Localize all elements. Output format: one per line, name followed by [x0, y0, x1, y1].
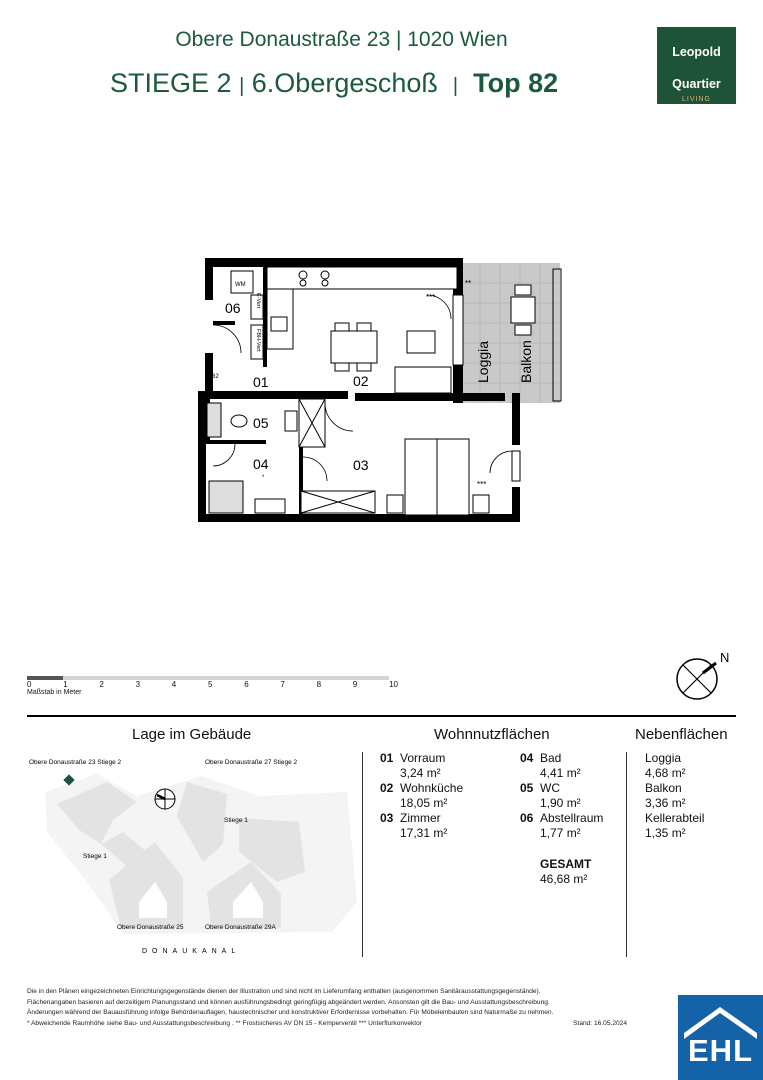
address-title: Obere Donaustraße 23 | 1020 Wien [175, 28, 508, 51]
chair [357, 323, 371, 331]
location-heading: Lage im Gebäude [132, 726, 252, 743]
chair [357, 363, 371, 371]
scale-tick-label: 4 [171, 680, 177, 689]
scale-ticks [27, 680, 407, 690]
footer-notes [27, 987, 627, 1029]
kitchen-counter [267, 267, 457, 289]
top-label: Top 82 [473, 68, 559, 98]
neben-area: 4,68 m² [645, 766, 686, 780]
room-name: Zimmer [400, 811, 441, 825]
scale-tick-label: 2 [99, 680, 104, 689]
room-area: 3,24 m² [400, 766, 441, 780]
footer-line: * Abweichende Raumhöhe siehe Bau- und Ausstattungsbeschreibung . ** Frostsicheres AV DN 15 - Kemperventil *** Unterflurkonvektor [27, 1019, 422, 1027]
balcony-chair [515, 285, 531, 295]
nightstand [387, 495, 403, 513]
window [453, 295, 463, 365]
room-label-01: 01 [253, 374, 269, 390]
wm-label: WM [235, 282, 246, 288]
room-row [380, 751, 463, 766]
logo-line2: Quartier [672, 77, 721, 91]
chair [335, 323, 349, 331]
room-name: Wohnküche [400, 781, 464, 795]
separator: | [452, 75, 459, 97]
room-name: WC [540, 781, 560, 795]
total-value: 46,68 m² [540, 872, 588, 886]
leopold-quartier-logo [657, 27, 736, 104]
room-number: 04 [520, 751, 534, 765]
nightstand [473, 495, 489, 513]
scale-tick-label: 7 [280, 680, 285, 689]
scale-caption: Maßstab in Meter [27, 689, 82, 696]
map-label-stiege1b: Stiege 1 [83, 853, 107, 860]
room-sub-04: * [262, 475, 265, 481]
room-list-col1 [380, 751, 463, 841]
room-area: 1,77 m² [540, 826, 581, 840]
floor-plan [195, 255, 575, 530]
scale-tick-label: 3 [135, 680, 141, 689]
scale-tick-label: 1 [63, 680, 68, 689]
room-number: 05 [520, 781, 534, 795]
room-row [380, 811, 463, 826]
fbhvert-label: FBH-Vert [255, 329, 261, 352]
map-label-kanal: DONAUKANAL [142, 948, 241, 955]
scale-tick-label: 6 [244, 680, 249, 689]
footer-line: Die in den Plänen eingezeichneten Einrichtungsgegenstände dienen der Illustration und sind nicht im Lieferumfang enthalten (ausgenommen Sanitärausstattungsgegenstände). [27, 988, 541, 995]
wc-tiles [207, 403, 221, 437]
footer-line: Flächenangaben basieren auf derzeitigem Planungsstand und können ausführungsbedingt geringfügig abgeändert werden. Ansonsten gilt die Bau- und Ausstattungsbeschreibung. [27, 998, 550, 1006]
neben-area: 3,36 m² [645, 796, 686, 810]
balcony-table [511, 297, 535, 323]
unit-title [110, 68, 558, 99]
room-list-col2 [520, 751, 603, 841]
wohnnutz-heading: Wohnnutzflächen [434, 726, 550, 743]
location-map [27, 752, 362, 960]
room-name: Vorraum [400, 751, 446, 765]
divider [626, 752, 627, 957]
room-label-06: 06 [225, 300, 241, 316]
neben-name: Loggia [645, 751, 682, 765]
loggia-label: Loggia [475, 340, 491, 383]
scale-tick-label: 8 [316, 680, 322, 689]
room-sub-01: * [262, 392, 265, 398]
separator: | [239, 75, 245, 97]
bath-sink [255, 499, 285, 513]
map-label-stiege1a: Stiege 1 [224, 817, 248, 824]
divider [362, 752, 363, 957]
north-label: N [720, 650, 730, 665]
north-arrow [670, 648, 735, 704]
room-number: 02 [380, 781, 394, 795]
sink [271, 317, 287, 331]
map-label-od23s2: Obere Donaustraße 23 Stiege 2 [29, 759, 122, 766]
logo-line1: Leopold [672, 45, 721, 59]
dining-table [331, 331, 377, 363]
room-number: 01 [380, 751, 394, 765]
scale-tick-label: 9 [352, 680, 358, 689]
map-label-od29a: Obere Donaustraße 29A [205, 924, 276, 931]
scale-tick-label: 5 [208, 680, 213, 689]
coffee-table [407, 331, 435, 353]
map-label-od25: Obere Donaustraße 25 [117, 924, 184, 931]
room-name: Bad [540, 751, 562, 765]
room-label-04: 04 [253, 456, 269, 472]
total-label: GESAMT [540, 857, 592, 871]
room-row [520, 811, 603, 826]
room-name: Abstellraum [540, 811, 604, 825]
balkon-label: Balkon [518, 340, 534, 383]
room-label-02: 02 [353, 373, 369, 389]
ehl-logo-text: EHL [688, 1033, 753, 1068]
room-label-05: 05 [253, 415, 269, 431]
neben-name: Balkon [645, 781, 682, 795]
balcony-chair [515, 325, 531, 335]
chair [335, 363, 349, 371]
stars2-label: ** [465, 279, 472, 288]
door-code-label: 2/82 [207, 374, 219, 380]
stars3a-label: *** [426, 293, 436, 302]
floor-label: 6.Obergeschoß [251, 68, 438, 98]
scale-tick-label: 10 [389, 680, 398, 689]
neben-name: Kellerabteil [645, 811, 705, 825]
room-area: 4,41 m² [540, 766, 581, 780]
sofa [395, 367, 451, 393]
evert-label: E-Vert [255, 293, 261, 309]
room-label-03: 03 [353, 457, 369, 473]
room-area: 1,90 m² [540, 796, 581, 810]
stiege-label: STIEGE 2 [110, 68, 232, 98]
divider [27, 715, 736, 717]
toilet [231, 415, 247, 427]
room-area: 18,05 m² [400, 796, 448, 810]
room-number: 06 [520, 811, 534, 825]
map-label-od27s2: Obere Donaustraße 27 Stiege 2 [205, 759, 298, 766]
neben-area: 1,35 m² [645, 826, 686, 840]
logo-line3: LIVING [682, 96, 711, 103]
stars3b-label: *** [477, 480, 487, 489]
footer-line: Änderungen während der Bauausführung infolge Behördenauflagen, haustechnischer und konstruktiver Erfordernisse vorbehalten. Für Möbeleinbauten sind Naturmaße zu nehmen. [27, 1009, 554, 1016]
room-area: 17,31 m² [400, 826, 448, 840]
shower [209, 481, 243, 513]
room-row [520, 751, 603, 766]
room-row [380, 781, 463, 796]
room-number: 03 [380, 811, 394, 825]
room-row [520, 781, 603, 796]
neben-heading: Nebenflächen [635, 726, 728, 743]
footer-stand: Stand: 16.05.2024 [573, 1019, 627, 1027]
window [512, 451, 520, 481]
wc-sink [285, 411, 297, 431]
scale-tick-label: 0 [27, 680, 32, 689]
neben-list [645, 751, 704, 841]
